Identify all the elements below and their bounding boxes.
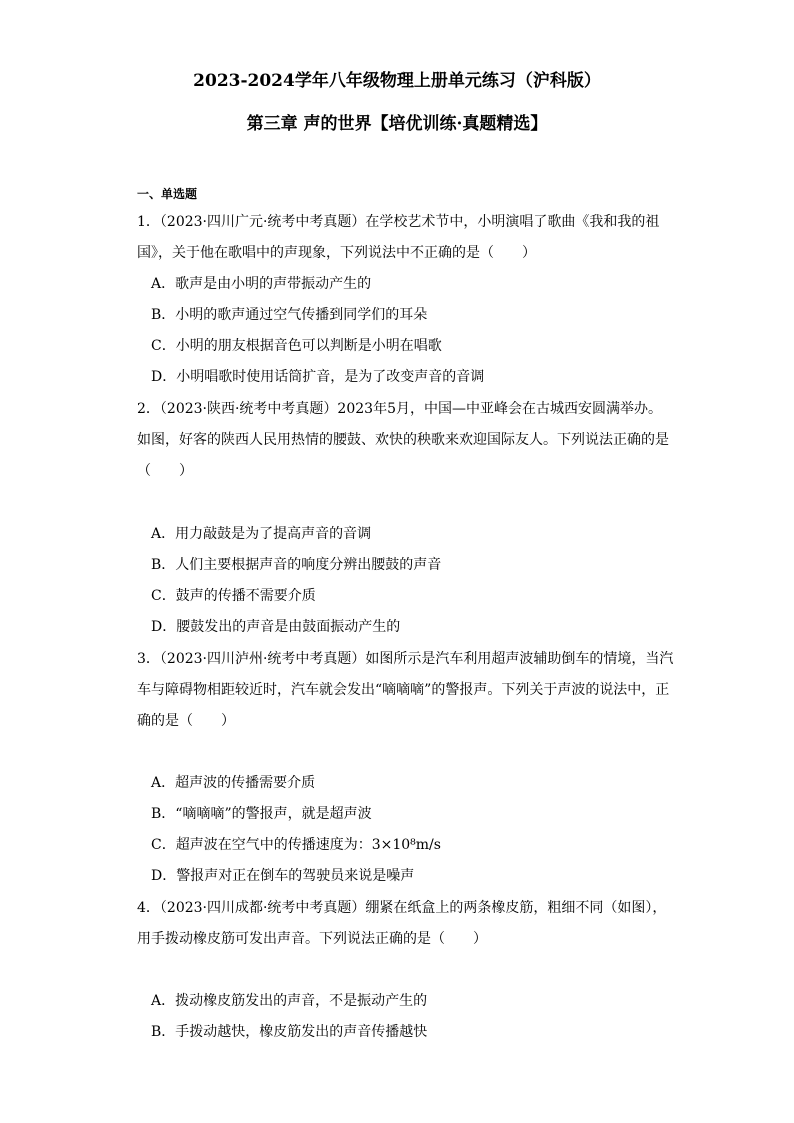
question-2-option-a: A．用力敲鼓是为了提高声音的音调 <box>151 526 372 542</box>
question-3-option-c: C．超声波在空气中的传播速度为：3×10⁸m/s <box>151 837 441 853</box>
question-4-option-b: B．手拨动越快，橡皮筋发出的声音传播越快 <box>151 1024 428 1040</box>
question-2-stem-line-2: 如图，好客的陕西人民用热情的腰鼓、欢快的秧歌来欢迎国际友人。下列说法正确的是 <box>137 432 669 448</box>
question-2-option-c: C．鼓声的传播不需要介质 <box>151 588 316 604</box>
document-subtitle: 第三章 声的世界【培优训练·真题精选】 <box>246 114 548 134</box>
question-3-stem-line-3: 确的是（ ） <box>137 713 235 729</box>
question-1-stem-line-2: 国》，关于他在歌唱中的声现象，下列说法中不正确的是（ ） <box>137 245 536 261</box>
question-4-stem-line-1: 4．（2023·四川成都·统考中考真题）绷紧在纸盒上的两条橡皮筋，粗细不同（如图）， <box>137 900 667 916</box>
question-3-stem-line-2: 车与障碍物相距较近时，汽车就会发出“嘀嘀嘀”的警报声。下列关于声波的说法中，正 <box>137 682 670 698</box>
question-1-option-d: D．小明唱歌时使用话筒扩音，是为了改变声音的音调 <box>151 369 485 385</box>
question-1-option-c: C．小明的朋友根据音色可以判断是小明在唱歌 <box>151 338 442 354</box>
question-2-option-d: D．腰鼓发出的声音是由鼓面振动产生的 <box>151 619 401 635</box>
question-3-stem-line-1: 3．（2023·四川泸州·统考中考真题）如图所示是汽车利用超声波辅助倒车的情境，当汽 <box>137 651 674 667</box>
section-heading: 一、单选题 <box>137 187 198 201</box>
question-4-stem-line-2: 用手拨动橡皮筋可发出声音。下列说法正确的是（ ） <box>137 931 487 947</box>
question-1-option-a: A．歌声是由小明的声带振动产生的 <box>151 276 372 292</box>
document-title: 2023-2024学年八年级物理上册单元练习（沪科版） <box>193 71 601 91</box>
question-2-option-b: B．人们主要根据声音的响度分辨出腰鼓的声音 <box>151 557 442 573</box>
question-2-stem-line-1: 2．（2023·陕西·统考中考真题）2023年5月，中国—中亚峰会在古城西安圆满举办。 <box>137 401 662 417</box>
question-1-option-b: B．小明的歌声通过空气传播到同学们的耳朵 <box>151 307 428 323</box>
question-3-option-d: D．警报声对正在倒车的驾驶员来说是噪声 <box>151 868 415 884</box>
question-3-option-a: A．超声波的传播需要介质 <box>151 775 316 791</box>
question-4-option-a: A．拨动橡皮筋发出的声音，不是振动产生的 <box>151 993 428 1009</box>
question-3-option-b: B．“嘀嘀嘀”的警报声，就是超声波 <box>151 806 372 822</box>
question-2-stem-line-3: （ ） <box>137 463 193 479</box>
question-1-stem-line-1: 1．（2023·四川广元·统考中考真题）在学校艺术节中，小明演唱了歌曲《我和我的祖 <box>137 214 660 230</box>
